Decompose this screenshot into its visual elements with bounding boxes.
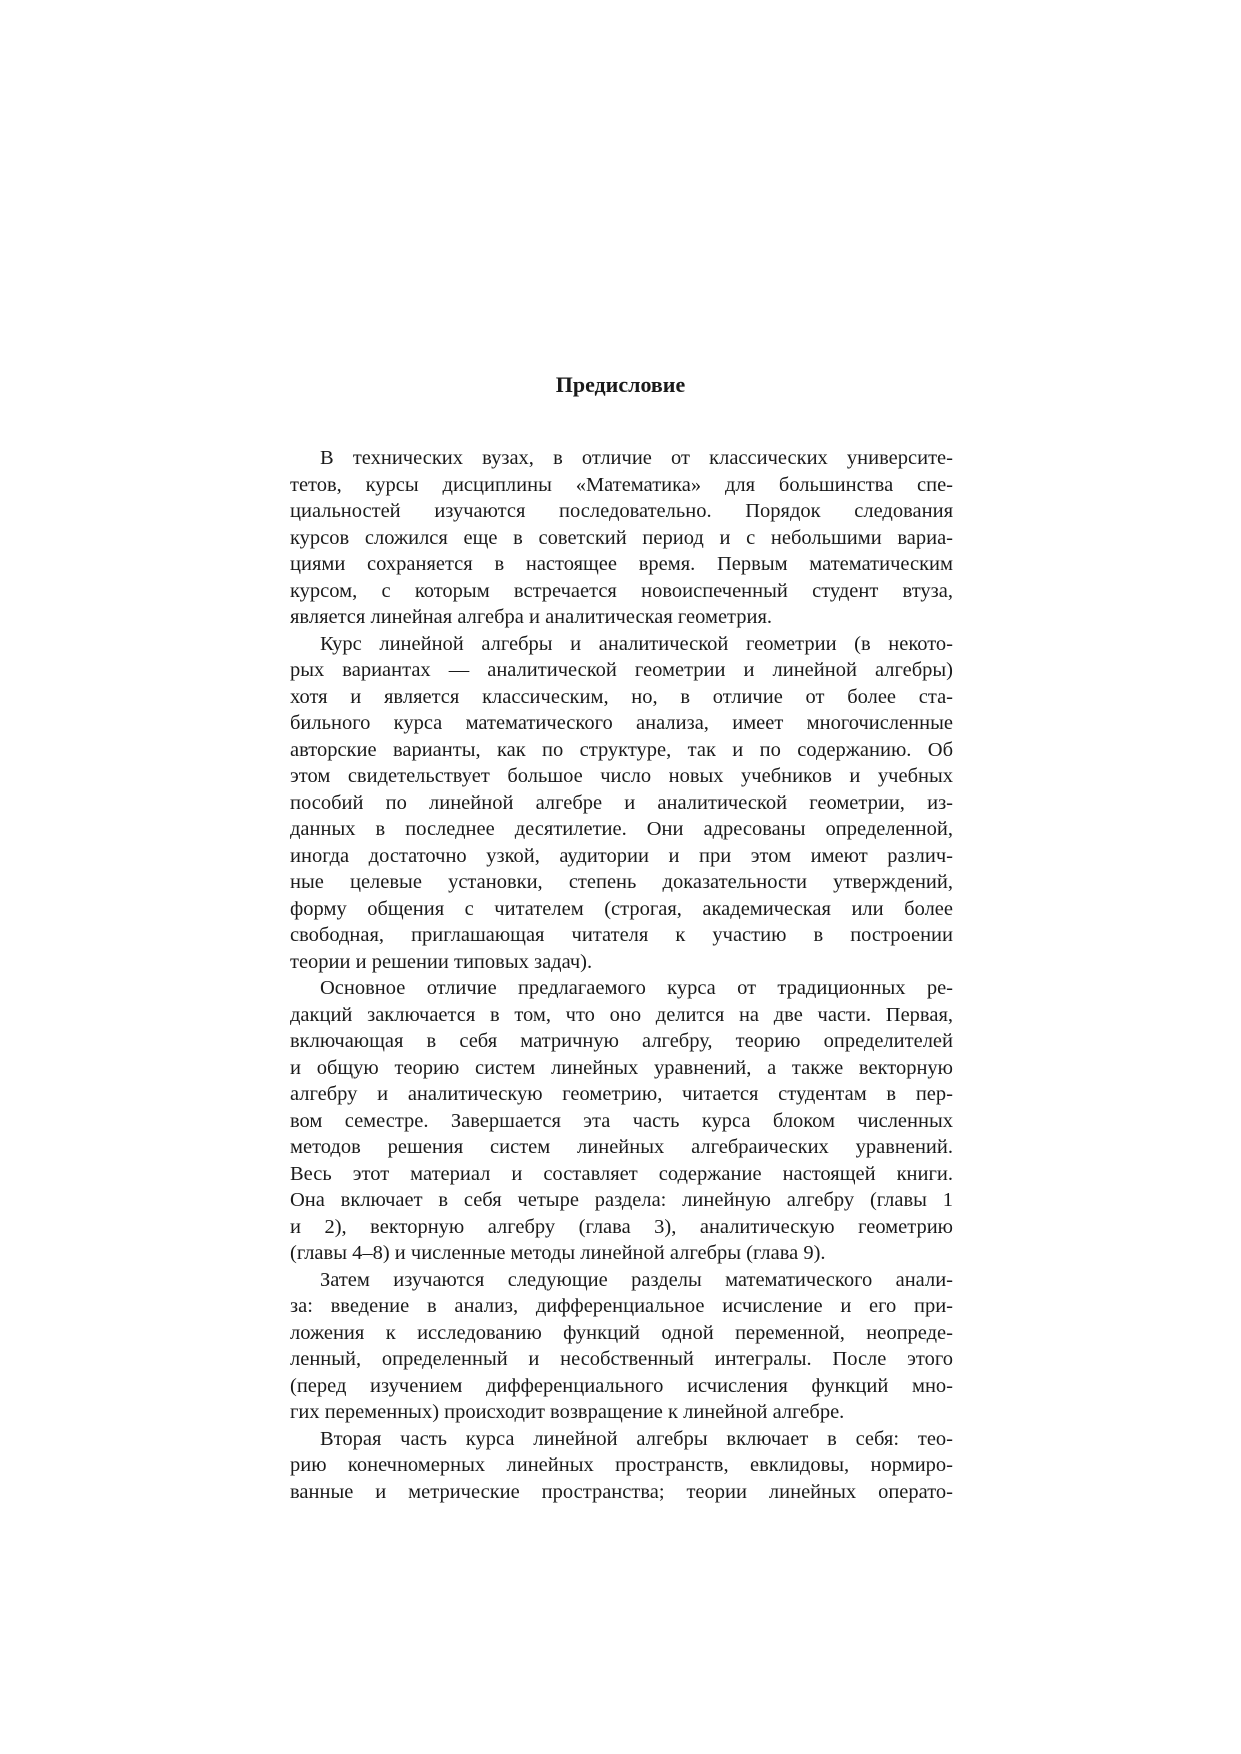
text-line: Вторая часть курса линейной алгебры включает в себя: тео-	[320, 1427, 953, 1450]
text-line: ные целевые установки, степень доказательности утверждений,	[290, 871, 953, 893]
text-line: ложения к исследованию функций одной переменной, неопреде-	[290, 1321, 953, 1344]
text-line: Она включает в себя четыре раздела: линейную алгебру (главы 1	[290, 1189, 953, 1211]
text-line: вом семестре. Завершается эта часть курса блоком численных	[290, 1109, 953, 1132]
paragraph	[290, 1267, 953, 1426]
text-line: хотя и является классическим, но, в отличие от более ста-	[290, 685, 953, 708]
text-line: циальностей изучаются последовательно. Порядок следования	[290, 500, 953, 522]
text-line: пособий по линейной алгебре и аналитической геометрии, из-	[290, 791, 953, 814]
page-title: Предисловие	[555, 372, 686, 397]
paragraph	[290, 631, 953, 976]
text-line: ванные и метрические пространства; теории линейных операто-	[290, 1480, 953, 1503]
text-line: (перед изучением дифференциального исчисления функций мно-	[290, 1374, 953, 1397]
text-line: авторские варианты, как по структуре, так и по содержанию. Об	[290, 738, 953, 761]
text-line: дакций заключается в том, что оно делится на две части. Первая,	[290, 1003, 953, 1026]
paragraph	[290, 975, 953, 1267]
text-line: и 2), векторную алгебру (глава 3), аналитическую геометрию	[290, 1215, 953, 1238]
text-line: данных в последнее десятилетие. Они адресованы определенной,	[290, 818, 953, 840]
text-line: рых вариантах — аналитической геометрии и линейной алгебры)	[290, 659, 953, 681]
paragraph	[290, 1426, 953, 1506]
text-line: иногда достаточно узкой, аудитории и при этом имеют различ-	[290, 844, 953, 867]
text-line: алгебру и аналитическую геометрию, читается студентам в пер-	[290, 1083, 953, 1105]
text-line: Весь этот материал и составляет содержание настоящей книги.	[290, 1162, 953, 1185]
text-line: является линейная алгебра и аналитическая геометрия.	[290, 606, 773, 628]
text-line: бильного курса математического анализа, имеет многочисленные	[290, 712, 953, 734]
text-line: методов решения систем линейных алгебраических уравнений.	[290, 1136, 953, 1158]
text-line: форму общения с читателем (строгая, академическая или более	[290, 897, 953, 920]
text-line: ленный, определенный и несобственный интегралы. После этого	[290, 1348, 953, 1370]
text-line: и общую теорию систем линейных уравнений, а также векторную	[290, 1056, 953, 1079]
text-line: тетов, курсы дисциплины «Математика» для большинства спе-	[290, 473, 953, 496]
text-line: циями сохраняется в настоящее время. Первым математическим	[290, 553, 953, 575]
text-line: Курс линейной алгебры и аналитической геометрии (в некото-	[320, 632, 953, 655]
text-line: Основное отличие предлагаемого курса от традиционных ре-	[320, 977, 953, 999]
text-line: гих переменных) происходит возвращение к линейной алгебре.	[290, 1401, 845, 1423]
body-text	[290, 445, 953, 1505]
text-line: свободная, приглашающая читателя к участию в построении	[290, 924, 953, 946]
text-line: Затем изучаются следующие разделы математического анали-	[320, 1268, 953, 1291]
text-line: включающая в себя матричную алгебру, теорию определителей	[290, 1030, 953, 1052]
text-line: курсов сложился еще в советский период и с небольшими вариа-	[290, 526, 953, 549]
text-line: В технических вузах, в отличие от классических университе-	[320, 447, 953, 469]
text-line: курсом, с которым встречается новоиспеченный студент втуза,	[290, 579, 953, 602]
text-line: рию конечномерных линейных пространств, евклидовы, нормиро-	[290, 1454, 953, 1476]
text-line: этом свидетельствует большое число новых учебников и учебных	[290, 765, 953, 787]
text-line: (главы 4–8) и численные методы линейной алгебры (глава 9).	[290, 1242, 826, 1264]
text-line: теории и решении типовых задач).	[290, 950, 593, 973]
paragraph	[290, 445, 953, 631]
text-line: за: введение в анализ, дифференциальное исчисление и его при-	[290, 1295, 953, 1317]
